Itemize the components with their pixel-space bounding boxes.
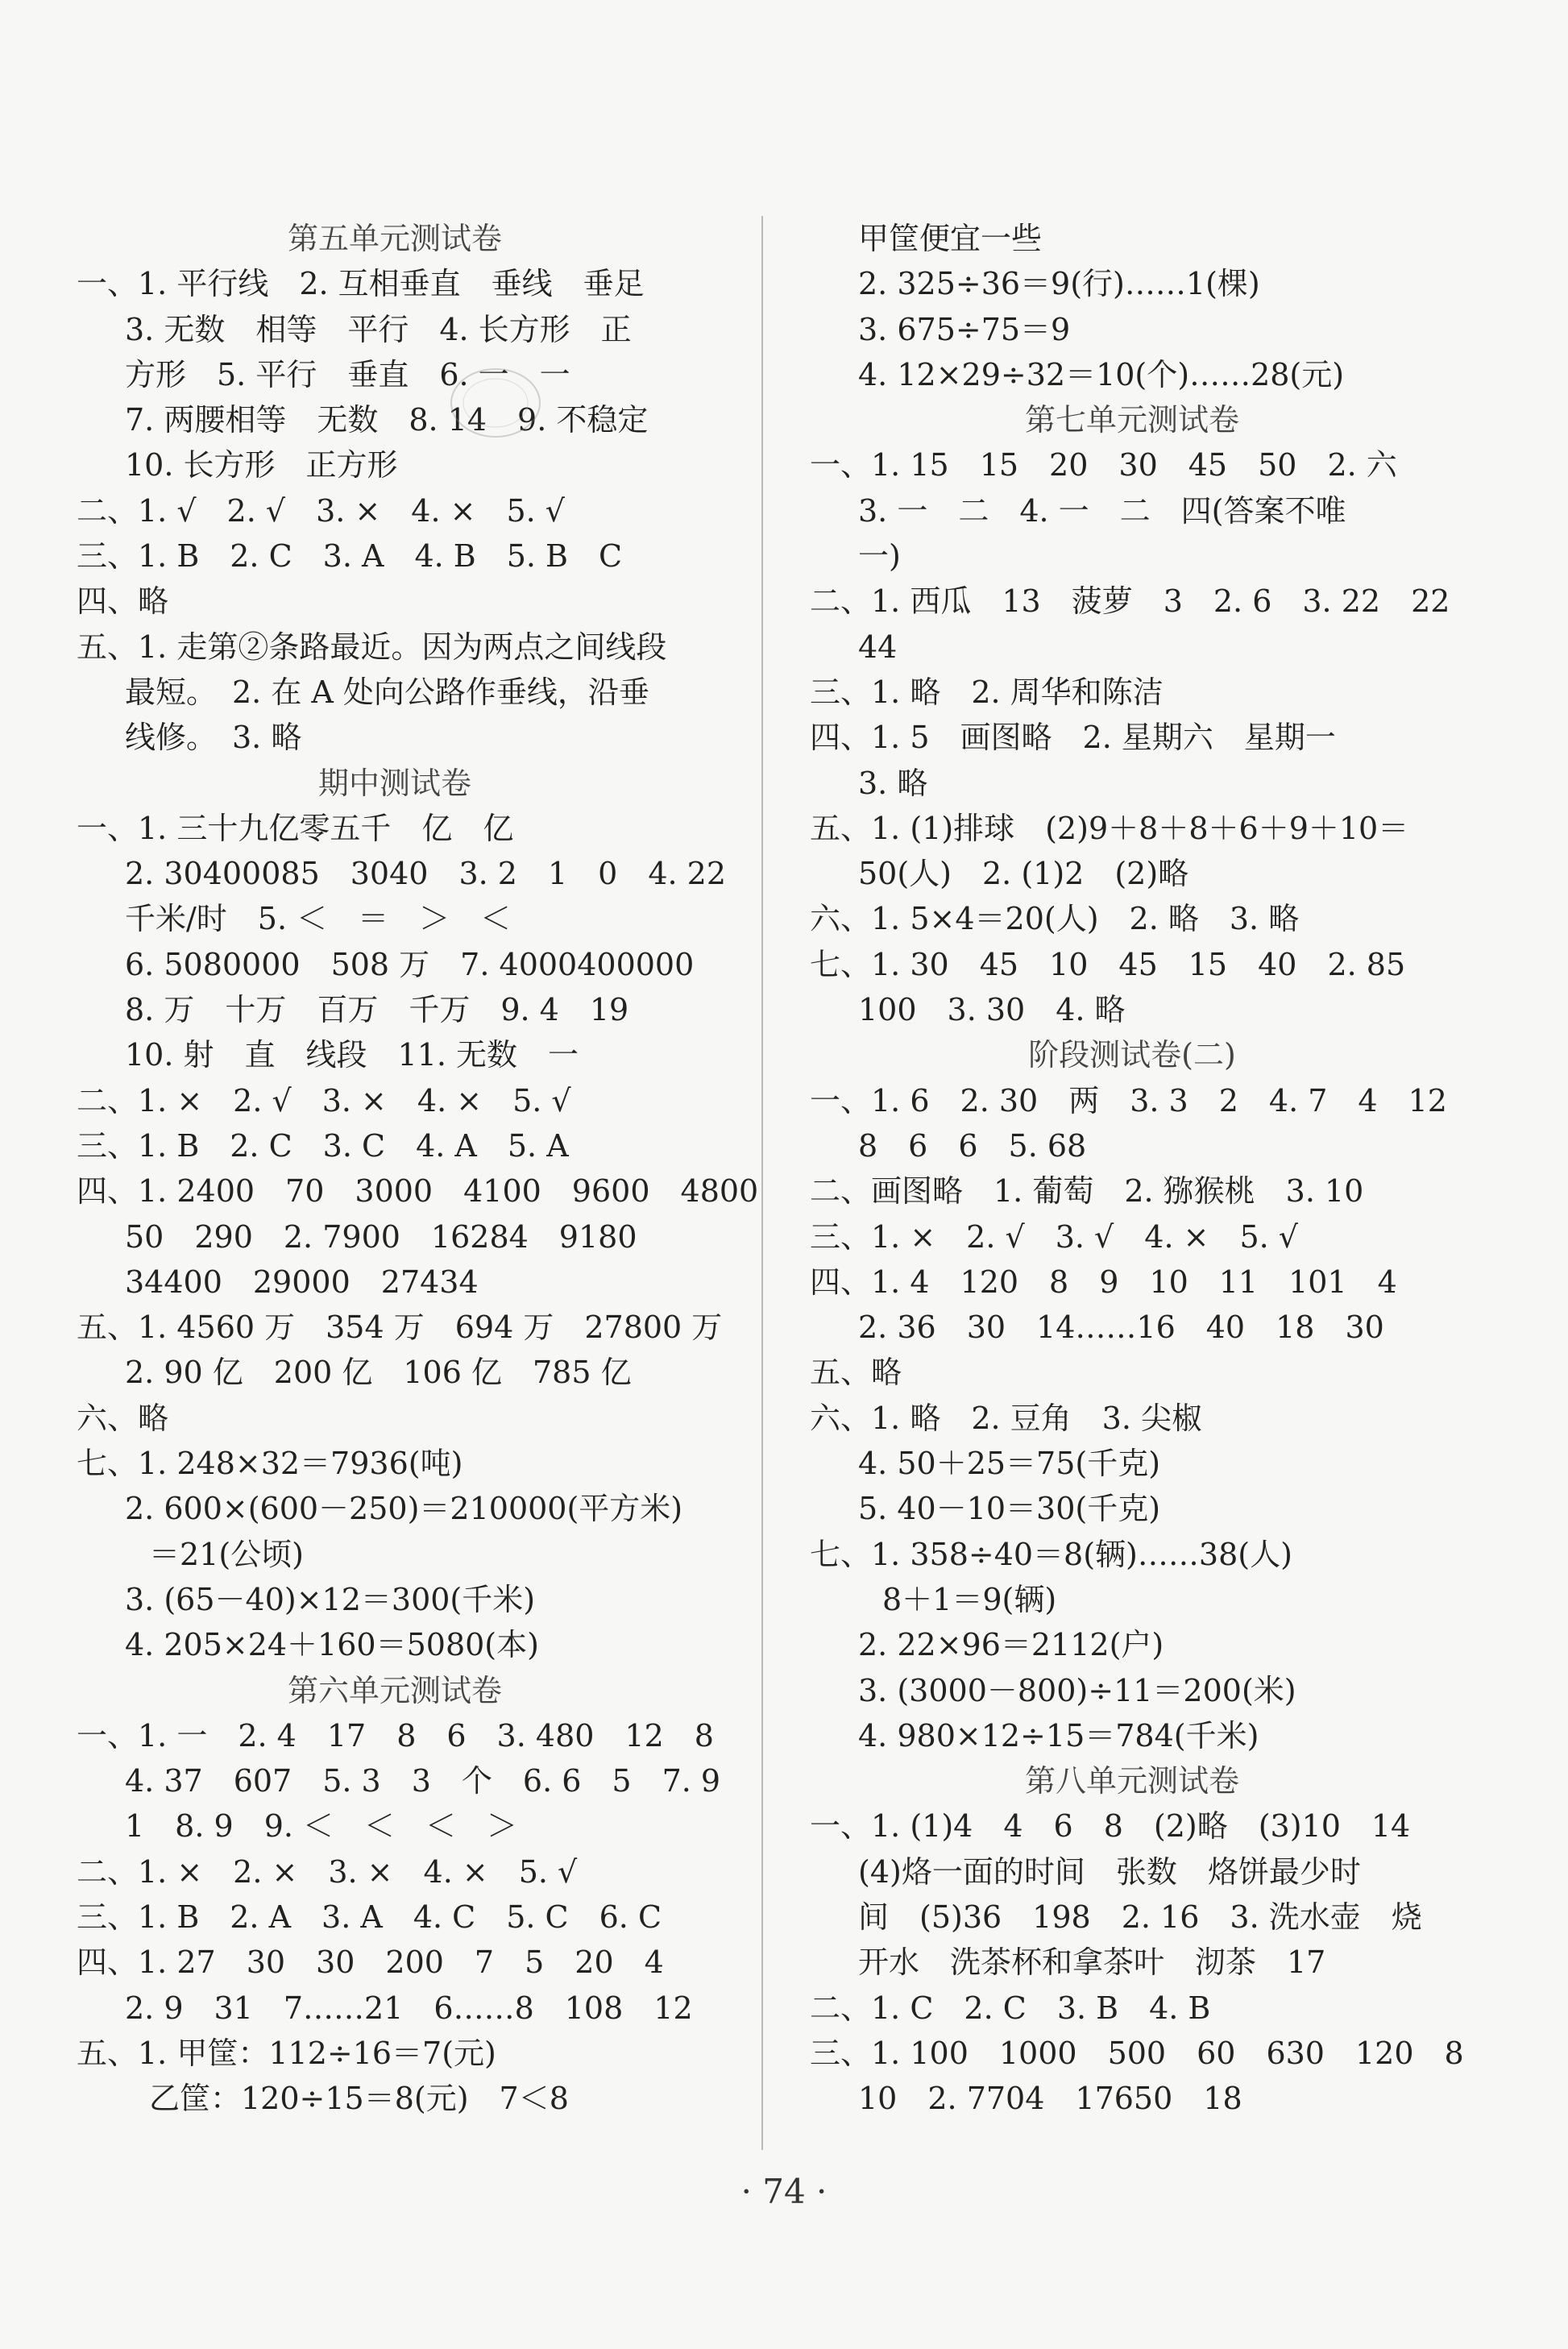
answer-line: 五、1. 走第②条路最近。因为两点之间线段 [77,629,667,665]
watermark-stamp-icon [443,363,548,443]
section-title: 第七单元测试卷 [1024,402,1239,438]
answer-line: 最短。 2. 在 A 处向公路作垂线，沿垂 [125,674,649,710]
answer-line: 一、1. 三十九亿零五千 亿 亿 [77,810,514,846]
answer-line: 二、1. × 2. √ 3. × 4. × 5. √ [77,1082,571,1118]
answer-line: 3. 一 二 4. 一 二 四(答案不唯 [858,492,1346,529]
answer-line: 五、1. 4560 万 354 万 694 万 27800 万 [77,1309,723,1346]
section-title: 阶段测试卷(二) [1028,1037,1236,1073]
answer-line: 8. 万 十万 百万 千万 9. 4 19 [125,992,629,1028]
left-column [77,216,759,2121]
answer-line: 二、1. × 2. × 3. × 4. × 5. √ [77,1853,578,1890]
answer-line: 4. 37 607 5. 3 3 个 6. 6 5 7. 9 [125,1763,721,1799]
answer-line: 三、1. B 2. A 3. A 4. C 5. C 6. C [77,1899,662,1935]
answer-line: 七、1. 358÷40＝8(辆)……38(人) [810,1536,1292,1572]
section-title: 第五单元测试卷 [287,221,502,256]
answer-line: 五、1. (1)排球 (2)9＋8＋8＋6＋9＋10＝ [810,810,1409,846]
section-title: 第八单元测试卷 [1024,1763,1239,1799]
right-column [810,216,1464,2121]
answer-line: 六、1. 5×4＝20(人) 2. 略 3. 略 [810,901,1300,937]
answer-line: 2. 30400085 3040 3. 2 1 0 4. 22 [125,856,727,892]
answer-line: 4. 50＋25＝75(千克) [858,1446,1161,1482]
answer-line: 2. 90 亿 200 亿 106 亿 785 亿 [125,1355,632,1391]
answer-line: 四、1. 5 画图略 2. 星期六 星期一 [810,720,1336,756]
answer-line: 方形 5. 平行 垂直 6. 一 一 [125,356,570,392]
answer-line: 四、1. 2400 70 3000 4100 9600 4800 [77,1173,759,1210]
column-divider [761,216,763,2150]
answer-line: 四、1. 4 120 8 9 10 11 101 4 [810,1264,1397,1300]
answer-line: 3. 略 [858,765,928,801]
answer-line: 三、1. B 2. C 3. A 4. B 5. B C [77,538,623,575]
answer-line: 34400 29000 27434 [125,1264,479,1300]
answer-line: 六、1. 略 2. 豆角 3. 尖椒 [810,1400,1203,1436]
answer-line: 3. 675÷75＝9 [858,311,1071,347]
answer-line: 间 (5)36 198 2. 16 3. 洗水壶 烧 [858,1899,1422,1935]
answer-line: 甲筐便宜一些 [858,221,1043,256]
answer-line: 4. 205×24＋160＝5080(本) [125,1627,539,1663]
answer-line: 一、1. (1)4 4 6 8 (2)略 (3)10 14 [810,1808,1411,1845]
answer-line: 七、1. 30 45 10 45 15 40 2. 85 [810,946,1406,982]
answer-line: 一、1. 15 15 20 30 45 50 2. 六 [810,447,1397,483]
answer-line: 一、1. 6 2. 30 两 3. 3 2 4. 7 4 12 [810,1082,1447,1118]
answer-line: 二、1. √ 2. √ 3. × 4. × 5. √ [77,492,565,529]
answer-line: 4. 12×29÷32＝10(个)……28(元) [858,356,1345,392]
answer-line: 2. 22×96＝2112(户) [858,1627,1164,1663]
answer-line: 二、画图略 1. 葡萄 2. 猕猴桃 3. 10 [810,1173,1364,1210]
answer-line: 4. 980×12÷15＝784(千米) [858,1717,1259,1753]
answer-line: 10. 射 直 线段 11. 无数 一 [125,1037,579,1073]
answer-line: 三、1. 略 2. 周华和陈洁 [810,674,1164,710]
answer-line: 5. 40－10＝30(千克) [858,1491,1161,1527]
answer-line: 三、1. 100 1000 500 60 630 120 8 [810,2035,1464,2071]
answer-line: 二、1. C 2. C 3. B 4. B [810,1990,1211,2026]
answer-line: 五、1. 甲筐：112÷16＝7(元) [77,2035,496,2071]
answer-line: 3. (65－40)×12＝300(千米) [125,1581,536,1617]
answer-line: 开水 洗茶杯和拿茶叶 沏茶 17 [858,1944,1326,1981]
answer-line: 50 290 2. 7900 16284 9180 [125,1218,637,1255]
answer-line: 乙筐：120÷15＝8(元) 7＜8 [149,2081,569,2117]
answer-line: 三、1. × 2. √ 3. √ 4. × 5. √ [810,1218,1298,1255]
answer-line: 10 2. 7704 17650 18 [858,2081,1242,2117]
section-title: 第六单元测试卷 [287,1672,502,1708]
answer-line: 3. 无数 相等 平行 4. 长方形 正 [125,311,632,347]
answer-line: 1 8. 9 9. ＜ ＜ ＜ ＞ [125,1808,518,1845]
answer-line: 100 3. 30 4. 略 [858,992,1126,1028]
answer-line: 50(人) 2. (1)2 (2)略 [858,856,1189,892]
answer-line: 8 6 6 5. 68 [858,1127,1087,1164]
answer-line: 一、1. 平行线 2. 互相垂直 垂线 垂足 [77,266,645,302]
answer-line: 2. 325÷36＝9(行)……1(棵) [858,266,1260,302]
answer-line: 2. 600×(600－250)＝210000(平方米) [125,1491,683,1527]
answer-line: 7. 两腰相等 无数 8. 14 9. 不稳定 [125,402,649,438]
answer-line: 8＋1＝9(辆) [882,1581,1057,1617]
answer-line: 四、1. 27 30 30 200 7 5 20 4 [77,1944,664,1981]
answer-line: (4)烙一面的时间 张数 烙饼最少时 [858,1853,1361,1890]
section-title: 期中测试卷 [317,765,471,801]
answer-line: 3. (3000－800)÷11＝200(米) [858,1672,1296,1708]
answer-line: 一、1. 一 2. 4 17 8 6 3. 480 12 8 [77,1717,714,1753]
page-number: · 74 · [740,2172,828,2211]
answer-line: 四、略 [77,583,169,620]
answer-line: 2. 36 30 14……16 40 18 30 [858,1309,1384,1346]
answer-line: 三、1. B 2. C 3. C 4. A 5. A [77,1127,569,1164]
answer-line: 6. 5080000 508 万 7. 4000400000 [125,946,695,982]
answer-line: 10. 长方形 正方形 [125,447,398,483]
answer-line: 千米/时 5. ＜ ＝ ＞ ＜ [125,901,512,937]
answer-line: ＝21(公顷) [149,1536,305,1572]
answer-line: 五、略 [810,1355,902,1391]
answer-line: 六、略 [77,1400,169,1436]
answer-line: 44 [858,629,898,665]
answer-line: 二、1. 西瓜 13 菠萝 3 2. 6 3. 22 22 [810,583,1450,620]
answer-line: 一) [858,538,901,575]
answer-line: 七、1. 248×32＝7936(吨) [77,1446,463,1482]
answer-line: 线修。 3. 略 [125,720,302,756]
answer-line: 2. 9 31 7……21 6……8 108 12 [125,1990,693,2026]
